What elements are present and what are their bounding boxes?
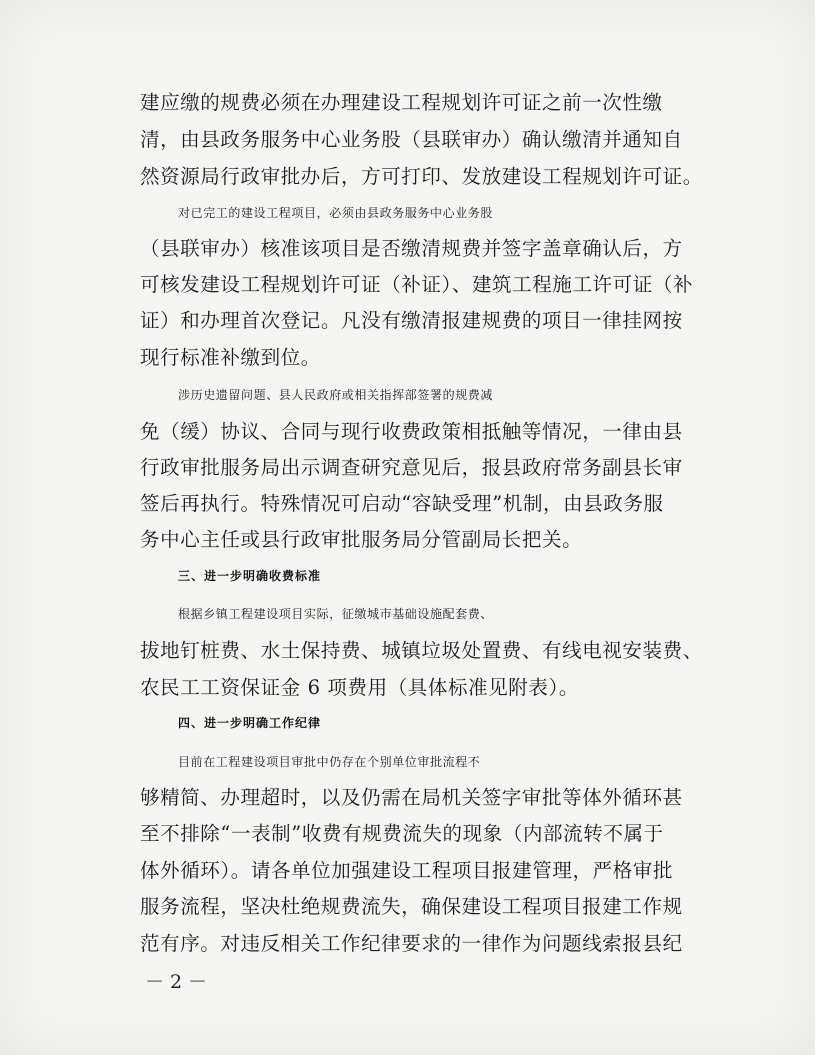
paragraph-first-line: 目前在工程建设项目审批中仍存在个别单位审批流程不 (178, 755, 481, 769)
text-line: 现行标准补缴到位。 (140, 346, 321, 369)
text-line: 体外循环）。请各单位加强建设工程项目报建管理，严格审批 (140, 859, 673, 882)
text-line: 农民工工资保证金 6 项费用（具体标准见附表）。 (140, 676, 579, 699)
paragraph-first-line: 根据乡镇工程建设项目实际，征缴城市基础设施配套费、 (178, 607, 494, 621)
text-line: 建应缴的规费必须在办理建设工程规划许可证之前一次性缴 (140, 91, 663, 114)
paragraph-first-line: 对已完工的建设工程项目，必须由县政务服务中心业务股 (178, 206, 494, 220)
text-line: 免（缓）协议、合同与现行收费政策相抵触等情况，一律由县 (140, 420, 683, 443)
section-heading-4: 四、进一步明确工作纪律 (178, 716, 322, 730)
text-line: 证）和办理首次登记。凡没有缴清报建规费的项目一律挂网按 (140, 309, 683, 332)
page-number: － 2 － (145, 971, 208, 993)
text-line: 行政审批服务局出示调查研究意见后，报县政府常务副县长审 (140, 456, 683, 479)
section-heading-3: 三、进一步明确收费标准 (178, 569, 322, 583)
paragraph-first-line: 涉历史遗留问题、县人民政府或相关指挥部签署的规费减 (178, 388, 494, 402)
text-line: 清，由县政务服务中心业务股（县联审办）确认缴清并通知自 (140, 128, 683, 151)
text-line: 务中心主任或县行政审批服务局分管副局长把关。 (140, 528, 583, 551)
text-line: 够精简、办理超时，以及仍需在局机关签字审批等体外循环甚 (140, 786, 683, 809)
text-line: 服务流程，坚决杜绝规费流失，确保建设工程项目报建工作规 (140, 895, 683, 918)
text-line: 至不排除“一表制”收费有规费流失的现象（内部流转不属于 (140, 822, 664, 845)
text-line: （县联审办）核准该项目是否缴清规费并签字盖章确认后，方 (140, 237, 683, 260)
text-line: 然资源局行政审批办后，方可打印、发放建设工程规划许可证。 (140, 165, 703, 188)
text-line: 范有序。对违反相关工作纪律要求的一律作为问题线索报县纪 (140, 932, 683, 955)
text-line: 签后再执行。特殊情况可启动“容缺受理”机制，由县政务服 (140, 492, 664, 515)
text-line: 可核发建设工程规划许可证（补证）、建筑工程施工许可证（补 (140, 273, 694, 296)
text-line: 拔地钉桩费、水土保持费、城镇垃圾处置费、有线电视安装费、 (140, 639, 703, 662)
